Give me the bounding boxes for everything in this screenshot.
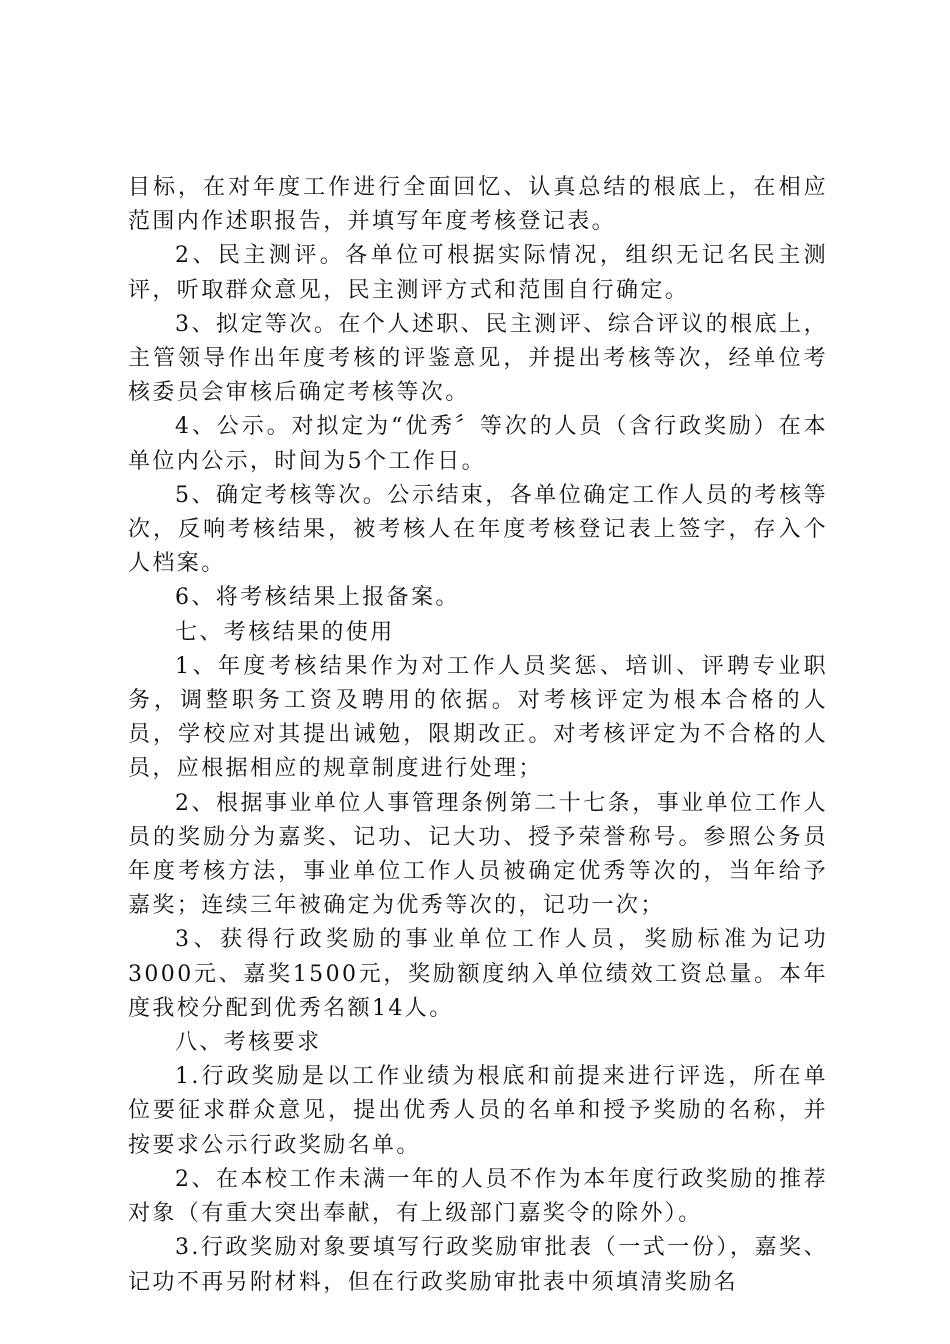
paragraph-democratic-evaluation: 2、民主测评。各单位可根据实际情况，组织无记名民主测评，听取群众意见，民主测评方式和范围自行确定。 (128, 243, 828, 303)
paragraph-rewards-types: 2、根据事业单位人事管理条例第二十七条，事业单位工作人员的奖励分为嘉奖、记功、记大功、授予荣誉称号。参照公务员年度考核方法，事业单位工作人员被确定优秀等次的，当年给予嘉奖；连续三年被确定为优秀等次的，记功一次； (128, 790, 828, 919)
paragraph-confirm-grade: 5、确定考核等次。公示结束，各单位确定工作人员的考核等次，反响考核结果，被考核人在年度考核登记表上签字，存入个人档案。 (128, 482, 828, 577)
paragraph-reward-amounts: 3、获得行政奖励的事业单位工作人员，奖励标准为记功3000元、嘉奖1500元，奖励额度纳入单位绩效工资总量。本年度我校分配到优秀名额14人。 (128, 927, 828, 1021)
paragraph-publicity: 4、公示。对拟定为“优秀〞等次的人员（含行政奖励）在本单位内公示，时间为5个工作日。 (128, 414, 828, 474)
paragraph-results-basis: 1、年度考核结果作为对工作人员奖惩、培训、评聘专业职务，调整职务工资及聘用的依据。对考核评定为根本合格的人员，学校应对其提出诫勉，限期改正。对考核评定为不合格的人员，应根据相应的规章制度进行处理； (128, 653, 828, 782)
paragraph-requirement-1: 1.行政奖励是以工作业绩为根底和前提来进行评选，所在单位要征求群众意见，提出优秀人员的名单和授予奖励的名称，并按要求公示行政奖励名单。 (128, 1064, 828, 1158)
paragraph-determine-grade: 3、拟定等次。在个人述职、民主测评、综合评议的根底上，主管领导作出年度考核的评鉴意见，并提出考核等次，经单位考核委员会审核后确定考核等次。 (128, 311, 828, 406)
paragraph-goal-continuation: 目标，在对年度工作进行全面回忆、认真总结的根底上，在相应范围内作述职报告，并填写年度考核登记表。 (128, 175, 828, 235)
paragraph-requirement-3: 3.行政奖励对象要填写行政奖励审批表（一式一份），嘉奖、记功不再另附材料，但在行政奖励审批表中须填清奖励名 (128, 1235, 828, 1295)
document-body (128, 171, 828, 1300)
section-heading-requirements: 八、考核要求 (175, 1030, 322, 1056)
paragraph-report-filing: 6、将考核结果上报备案。 (175, 585, 460, 611)
paragraph-requirement-2: 2、在本校工作未满一年的人员不作为本年度行政奖励的推荐对象（有重大突出奉献，有上级部门嘉奖令的除外）。 (128, 1166, 828, 1227)
section-heading-results-use: 七、考核结果的使用 (175, 619, 395, 645)
